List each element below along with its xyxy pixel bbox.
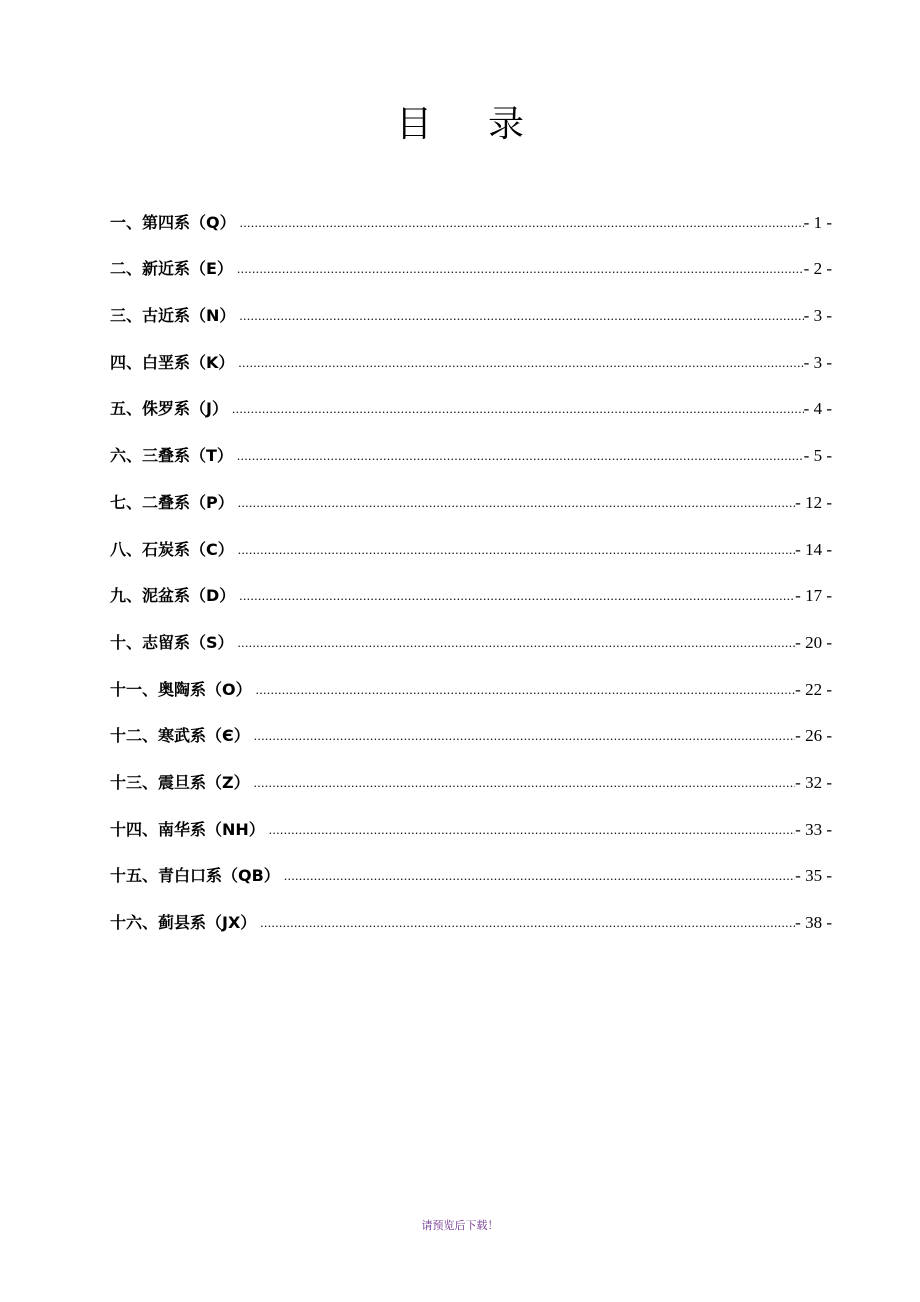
toc-entry-page: - 1 - bbox=[803, 212, 832, 232]
toc-entry[interactable] bbox=[110, 519, 832, 566]
toc-entry-label: 五、侏罗系（J） bbox=[110, 399, 228, 419]
toc-entry-page: - 35 - bbox=[795, 866, 832, 886]
toc-entry-label: 三、古近系（N） bbox=[110, 306, 236, 326]
toc-entry-label: 十六、蓟县系（JX） bbox=[110, 913, 257, 932]
toc-entry[interactable] bbox=[110, 612, 832, 659]
toc-entry-page: - 33 - bbox=[795, 819, 832, 839]
toc-entry-page: - 22 - bbox=[795, 679, 832, 699]
toc-entry-label: 十、志留系（S） bbox=[110, 632, 234, 652]
toc-entry-label: 十二、寒武系（Є） bbox=[110, 726, 250, 746]
toc-leader-dots bbox=[238, 630, 796, 656]
toc-entry-page: - 4 - bbox=[803, 399, 832, 419]
toc-entry[interactable] bbox=[110, 892, 832, 939]
toc-entry-label: 四、白垩系（K） bbox=[110, 352, 235, 372]
toc-leader-dots bbox=[239, 583, 795, 609]
toc-entry-page: - 2 - bbox=[803, 259, 832, 279]
toc-entry[interactable] bbox=[110, 379, 832, 426]
toc-entry[interactable] bbox=[110, 192, 832, 239]
toc-leader-dots bbox=[269, 817, 795, 843]
toc-leader-dots bbox=[254, 723, 795, 749]
toc-entry-page: - 3 - bbox=[803, 352, 832, 372]
toc-leader-dots bbox=[256, 677, 796, 703]
toc-leader-dots bbox=[237, 443, 804, 469]
toc-leader-dots bbox=[232, 396, 804, 422]
toc-leader-dots bbox=[238, 490, 795, 516]
toc-entry[interactable] bbox=[110, 425, 832, 472]
toc-entry[interactable] bbox=[110, 659, 832, 706]
toc-entry-label: 十三、震旦系（Z） bbox=[110, 772, 250, 792]
toc-entry[interactable] bbox=[110, 285, 832, 332]
toc-leader-dots bbox=[260, 910, 795, 936]
toc-entry-label: 六、三叠系（T） bbox=[110, 446, 233, 466]
toc-entry-page: - 3 - bbox=[803, 306, 832, 326]
toc-entry-page: - 20 - bbox=[795, 632, 832, 652]
toc-leader-dots bbox=[238, 537, 795, 563]
toc-entry[interactable] bbox=[110, 239, 832, 286]
toc-entry[interactable] bbox=[110, 752, 832, 799]
toc-leader-dots bbox=[237, 256, 804, 282]
toc-entry-label: 七、二叠系（P） bbox=[110, 492, 234, 512]
toc-entry[interactable] bbox=[110, 846, 832, 893]
toc-entry-page: - 26 - bbox=[795, 726, 832, 746]
toc-entry[interactable] bbox=[110, 566, 832, 613]
toc-entry[interactable] bbox=[110, 799, 832, 846]
toc-entry-label: 十一、奥陶系（O） bbox=[110, 679, 252, 699]
toc-entry-page: - 12 - bbox=[795, 492, 832, 512]
toc-entry-page: - 14 - bbox=[795, 539, 832, 559]
toc-leader-dots bbox=[254, 770, 796, 796]
toc-leader-dots bbox=[238, 350, 803, 376]
toc-leader-dots bbox=[239, 303, 803, 329]
toc-entry[interactable] bbox=[110, 472, 832, 519]
toc-entry-page: - 5 - bbox=[803, 446, 832, 466]
toc-entry-label: 十四、南华系（NH） bbox=[110, 819, 265, 839]
table-of-contents bbox=[110, 192, 832, 939]
toc-entry-page: - 32 - bbox=[795, 772, 832, 792]
toc-leader-dots bbox=[240, 210, 804, 236]
page-title bbox=[0, 100, 920, 150]
title-char-2: 录 bbox=[488, 104, 525, 145]
toc-entry-label: 二、新近系（E） bbox=[110, 259, 233, 279]
toc-leader-dots bbox=[284, 863, 795, 889]
toc-entry-label: 八、石炭系（C） bbox=[110, 539, 234, 559]
toc-entry-label: 十五、青白口系（QB） bbox=[110, 866, 280, 886]
footer-note: 请预览后下载！ bbox=[421, 1219, 499, 1232]
toc-entry[interactable] bbox=[110, 706, 832, 753]
title-char-1: 目 bbox=[395, 104, 432, 145]
toc-entry-label: 一、第四系（Q） bbox=[110, 212, 236, 232]
toc-entry-page: - 17 - bbox=[795, 586, 832, 606]
toc-entry[interactable] bbox=[110, 332, 832, 379]
toc-entry-page: - 38 - bbox=[795, 913, 832, 932]
toc-entry-label: 九、泥盆系（D） bbox=[110, 586, 236, 606]
